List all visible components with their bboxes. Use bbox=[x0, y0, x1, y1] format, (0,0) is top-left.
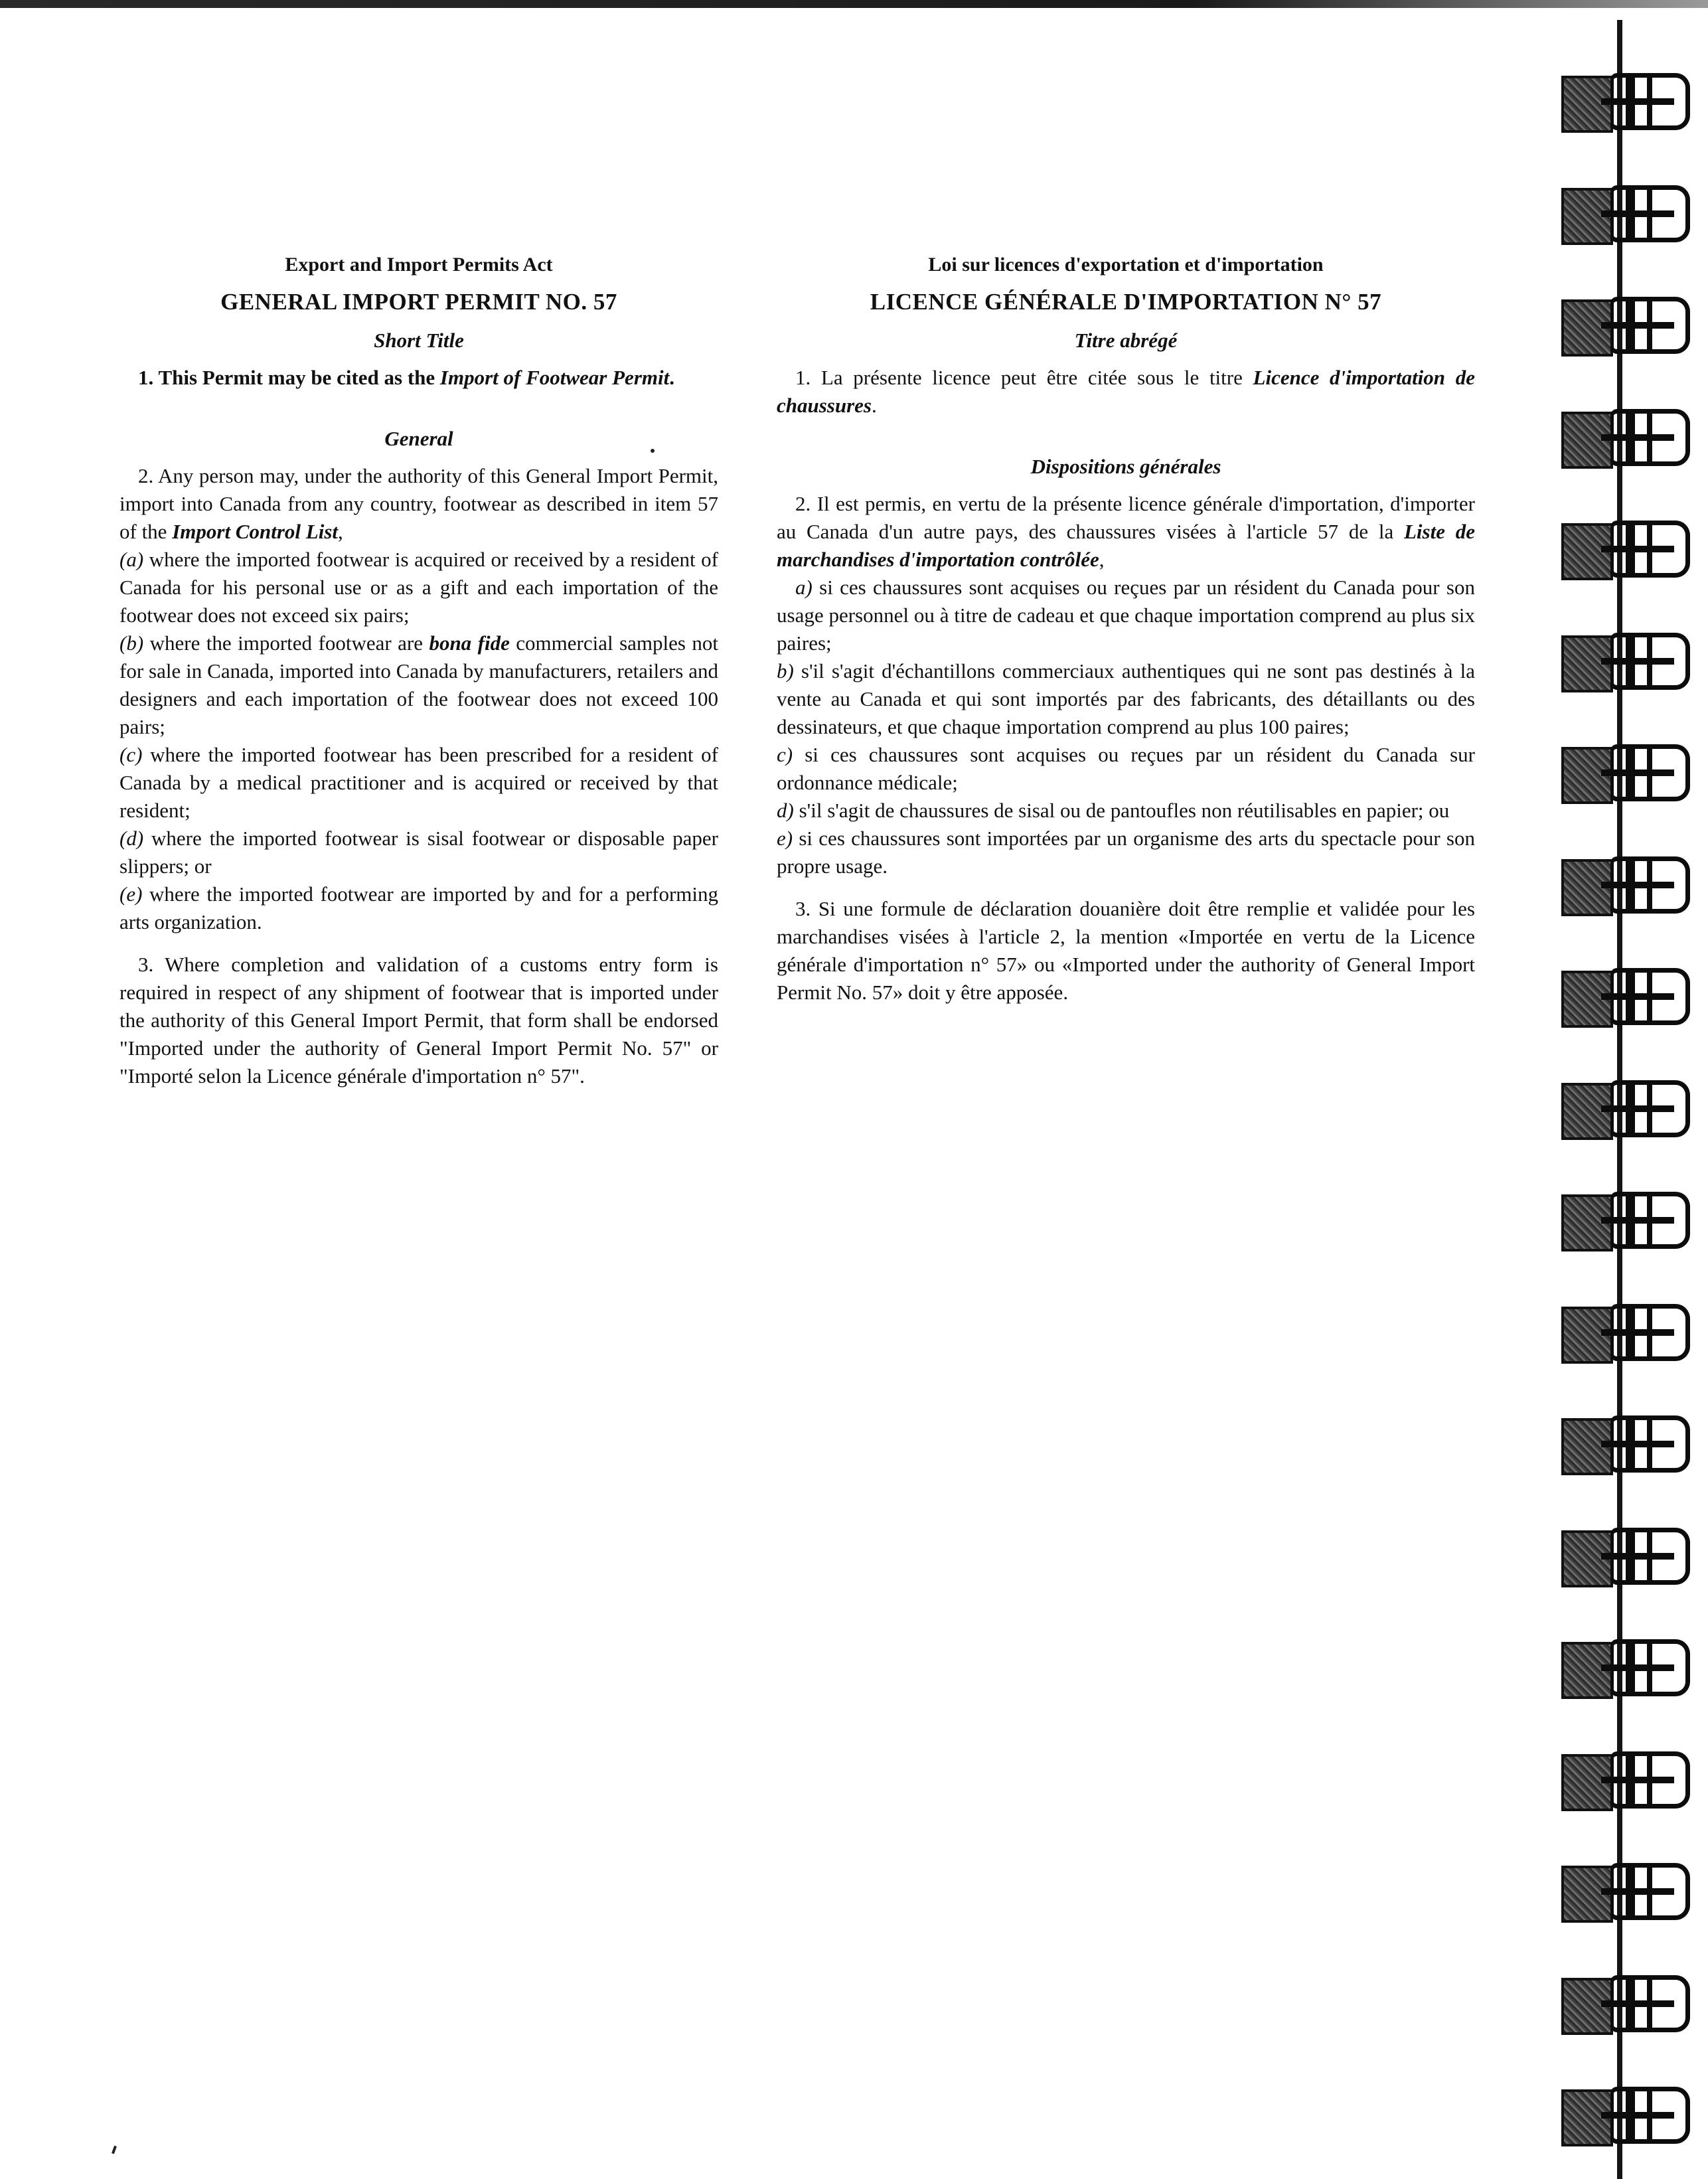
binding-ring bbox=[1561, 1528, 1694, 1585]
speck bbox=[112, 2146, 117, 2154]
binding-ring bbox=[1561, 2087, 1694, 2144]
general-heading: General bbox=[384, 427, 453, 450]
binding-ring bbox=[1561, 633, 1694, 690]
binding-ring bbox=[1561, 1975, 1694, 2032]
short-title-heading: Titre abrégé bbox=[1074, 329, 1178, 352]
binding-ring bbox=[1561, 1639, 1694, 1696]
paragraph-3: 3. Where completion and validation of a customs entry form is required in respect of any shipment of footwear that is imported under the authority of this General Import Permit, that form shall be endorsed "Imported under the authority of General Import Permit No. 57" or "Importé selon la Licence générale d'importation n° 57". bbox=[119, 953, 718, 1088]
item-d: (d) where the imported footwear is sisal footwear or disposable paper slippers; or bbox=[119, 827, 718, 878]
binding-ring bbox=[1561, 1080, 1694, 1137]
paragraph-2: 2. Il est permis, en vertu de la présente licence générale d'importation, d'importer au Canada d'un autre pays, des chaussures visées à l'article 57 de la Liste de marchandises d'importation contrôlée, bbox=[777, 492, 1475, 571]
item-b: b) s'il s'agit d'échantillons commerciaux authentiques qui ne sont pas destinés à la vente au Canada et qui sont importés par des fabricants, des détaillants ou des dessinateurs, et que chaque importation comprend au plus 100 paires; bbox=[777, 659, 1475, 738]
binding-ring bbox=[1561, 968, 1694, 1025]
binding-ring bbox=[1561, 73, 1694, 130]
binding-ring bbox=[1561, 1192, 1694, 1249]
english-column bbox=[119, 251, 718, 1090]
binding-ring bbox=[1561, 1304, 1694, 1361]
permit-title: GENERAL IMPORT PERMIT NO. 57 bbox=[220, 289, 617, 315]
short-title-heading: Short Title bbox=[374, 329, 464, 352]
item-c: c) si ces chaussures sont acquises ou reçues par un résident du Canada sur ordonnance médicale; bbox=[777, 743, 1475, 794]
paragraph-1: 1. This Permit may be cited as the Import of Footwear Permit. bbox=[138, 366, 674, 389]
paragraph-3: 3. Si une formule de déclaration douanière doit être remplie et validée pour les marchandises visées à l'article 2, la mention «Importée en vertu de la Licence générale d'importation n° 57» ou «Imported under the authority of General Import Permit No. 57» doit y être apposée. bbox=[777, 897, 1475, 1004]
act-title: Export and Import Permits Act bbox=[285, 254, 553, 276]
french-column bbox=[777, 251, 1475, 1007]
binding-ring bbox=[1561, 744, 1694, 801]
binding-ring bbox=[1561, 1863, 1694, 1920]
paragraph-1: 1. La présente licence peut être citée sous le titre Licence d'importation de chaussures. bbox=[777, 366, 1475, 417]
page-top-edge bbox=[0, 0, 1708, 8]
binding-ring bbox=[1561, 297, 1694, 354]
item-c: (c) where the imported footwear has been prescribed for a resident of Canada by a medical practitioner and is acquired or received by that resident; bbox=[119, 743, 718, 822]
binding-ring bbox=[1561, 521, 1694, 578]
item-b: (b) where the imported footwear are bona fide commercial samples not for sale in Canada, imported into Canada by manufacturers, retailers and designers and each importation of the footwear does not exceed 100 pairs; bbox=[119, 631, 719, 738]
binding-ring bbox=[1561, 1415, 1694, 1473]
paragraph-2: 2. Any person may, under the authority of this General Import Permit, import into Canada from any country, footwear as described in item 57 of the Import Control List, bbox=[119, 464, 718, 543]
binding-ring bbox=[1561, 409, 1694, 466]
binding-ring bbox=[1561, 1751, 1694, 1809]
item-e: e) si ces chaussures sont importées par un organisme des arts du spectacle pour son propre usage. bbox=[777, 827, 1475, 878]
permit-title: LICENCE GÉNÉRALE D'IMPORTATION N° 57 bbox=[870, 289, 1382, 315]
item-a: a) si ces chaussures sont acquises ou reçues par un résident du Canada pour son usage personnel ou à titre de cadeau et que chaque importation comprend au plus six paires; bbox=[777, 576, 1475, 655]
general-heading: Dispositions générales bbox=[1030, 455, 1221, 478]
binding-ring bbox=[1561, 856, 1694, 914]
item-a: (a) where the imported footwear is acquired or received by a resident of Canada for his personal use or as a gift and each importation of the footwear does not exceed six pairs; bbox=[119, 548, 718, 627]
act-title: Loi sur licences d'exportation et d'importation bbox=[928, 254, 1324, 276]
item-e: (e) where the imported footwear are imported by and for a performing arts organization. bbox=[119, 882, 718, 933]
binding-ring bbox=[1561, 185, 1694, 242]
item-d: d) s'il s'agit de chaussures de sisal ou de pantoufles non réutilisables en papier; ou bbox=[777, 799, 1450, 822]
